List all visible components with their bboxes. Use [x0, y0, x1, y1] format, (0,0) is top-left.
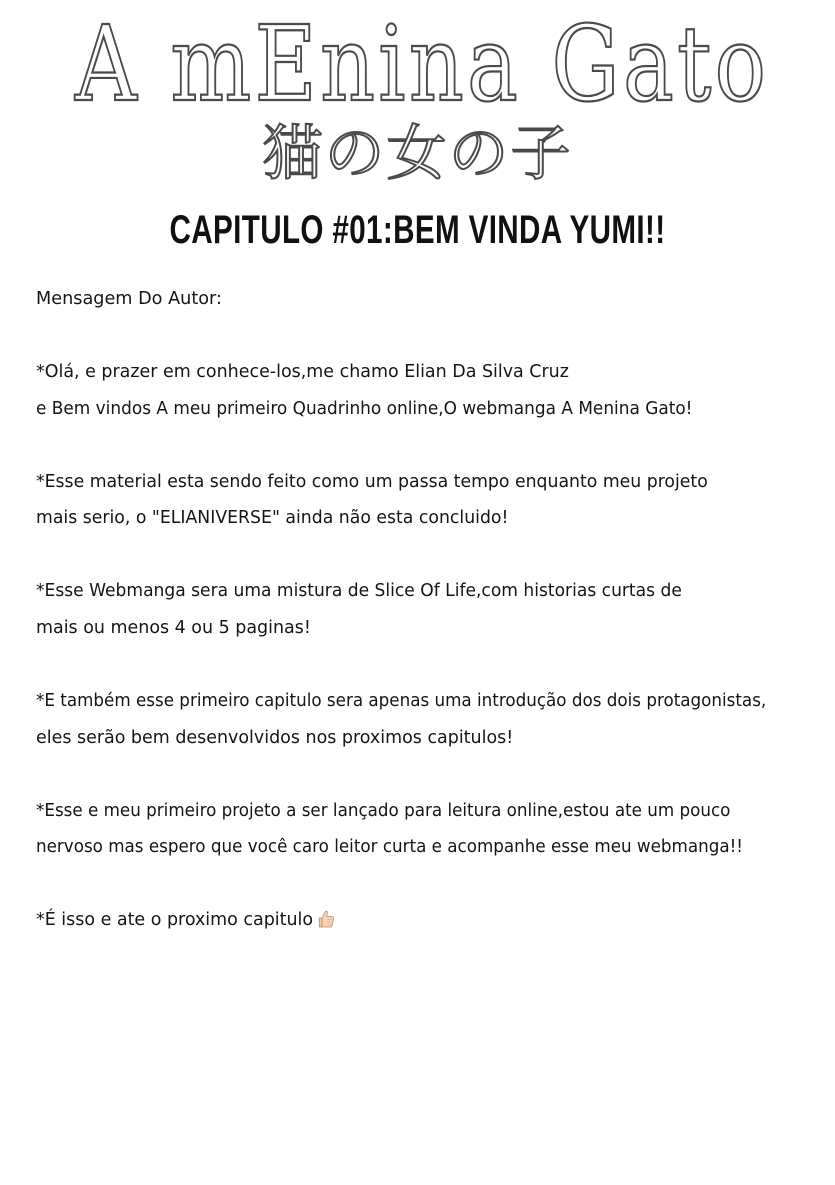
logo-subtitle: 猫の女の子: [262, 119, 573, 189]
message-line: *Esse e meu primeiro projeto a ser lançado para leitura online,estou ate um pouco: [36, 800, 731, 821]
message-closing-text: *É isso e ate o proximo capitulo: [36, 909, 314, 930]
message-line: *E também esse primeiro capitulo sera apenas uma introdução dos dois protagonistas,: [36, 690, 767, 711]
message-line: nervoso mas espero que você caro leitor curta e acompanhe esse meu webmanga!!: [36, 836, 744, 857]
logo-title: A mEnina Gato: [75, 3, 770, 125]
chapter-title: CAPITULO #01:BEM VINDA YUMI!!: [169, 208, 666, 252]
message-line: *Esse Webmanga sera uma mistura de Slice Of Life,com historias curtas de: [36, 580, 682, 601]
message-line: *Esse material esta sendo feito como um passa tempo enquanto meu projeto: [36, 471, 708, 492]
message-line: mais serio, o "ELIANIVERSE" ainda não esta concluido!: [36, 507, 509, 528]
thumbs-up-icon: [317, 909, 334, 929]
message-closing: [36, 905, 334, 935]
message-line: mais ou menos 4 ou 5 paginas!: [36, 617, 311, 638]
message-line: *Olá, e prazer em conhece-los,me chamo Elian Da Silva Cruz: [36, 361, 569, 382]
logo: [0, 0, 835, 200]
message-line: eles serão bem desenvolvidos nos proximos capitulos!: [36, 727, 514, 748]
message-line: e Bem vindos A meu primeiro Quadrinho online,O webmanga A Menina Gato!: [36, 398, 693, 419]
message-heading: Mensagem Do Autor:: [36, 288, 222, 309]
